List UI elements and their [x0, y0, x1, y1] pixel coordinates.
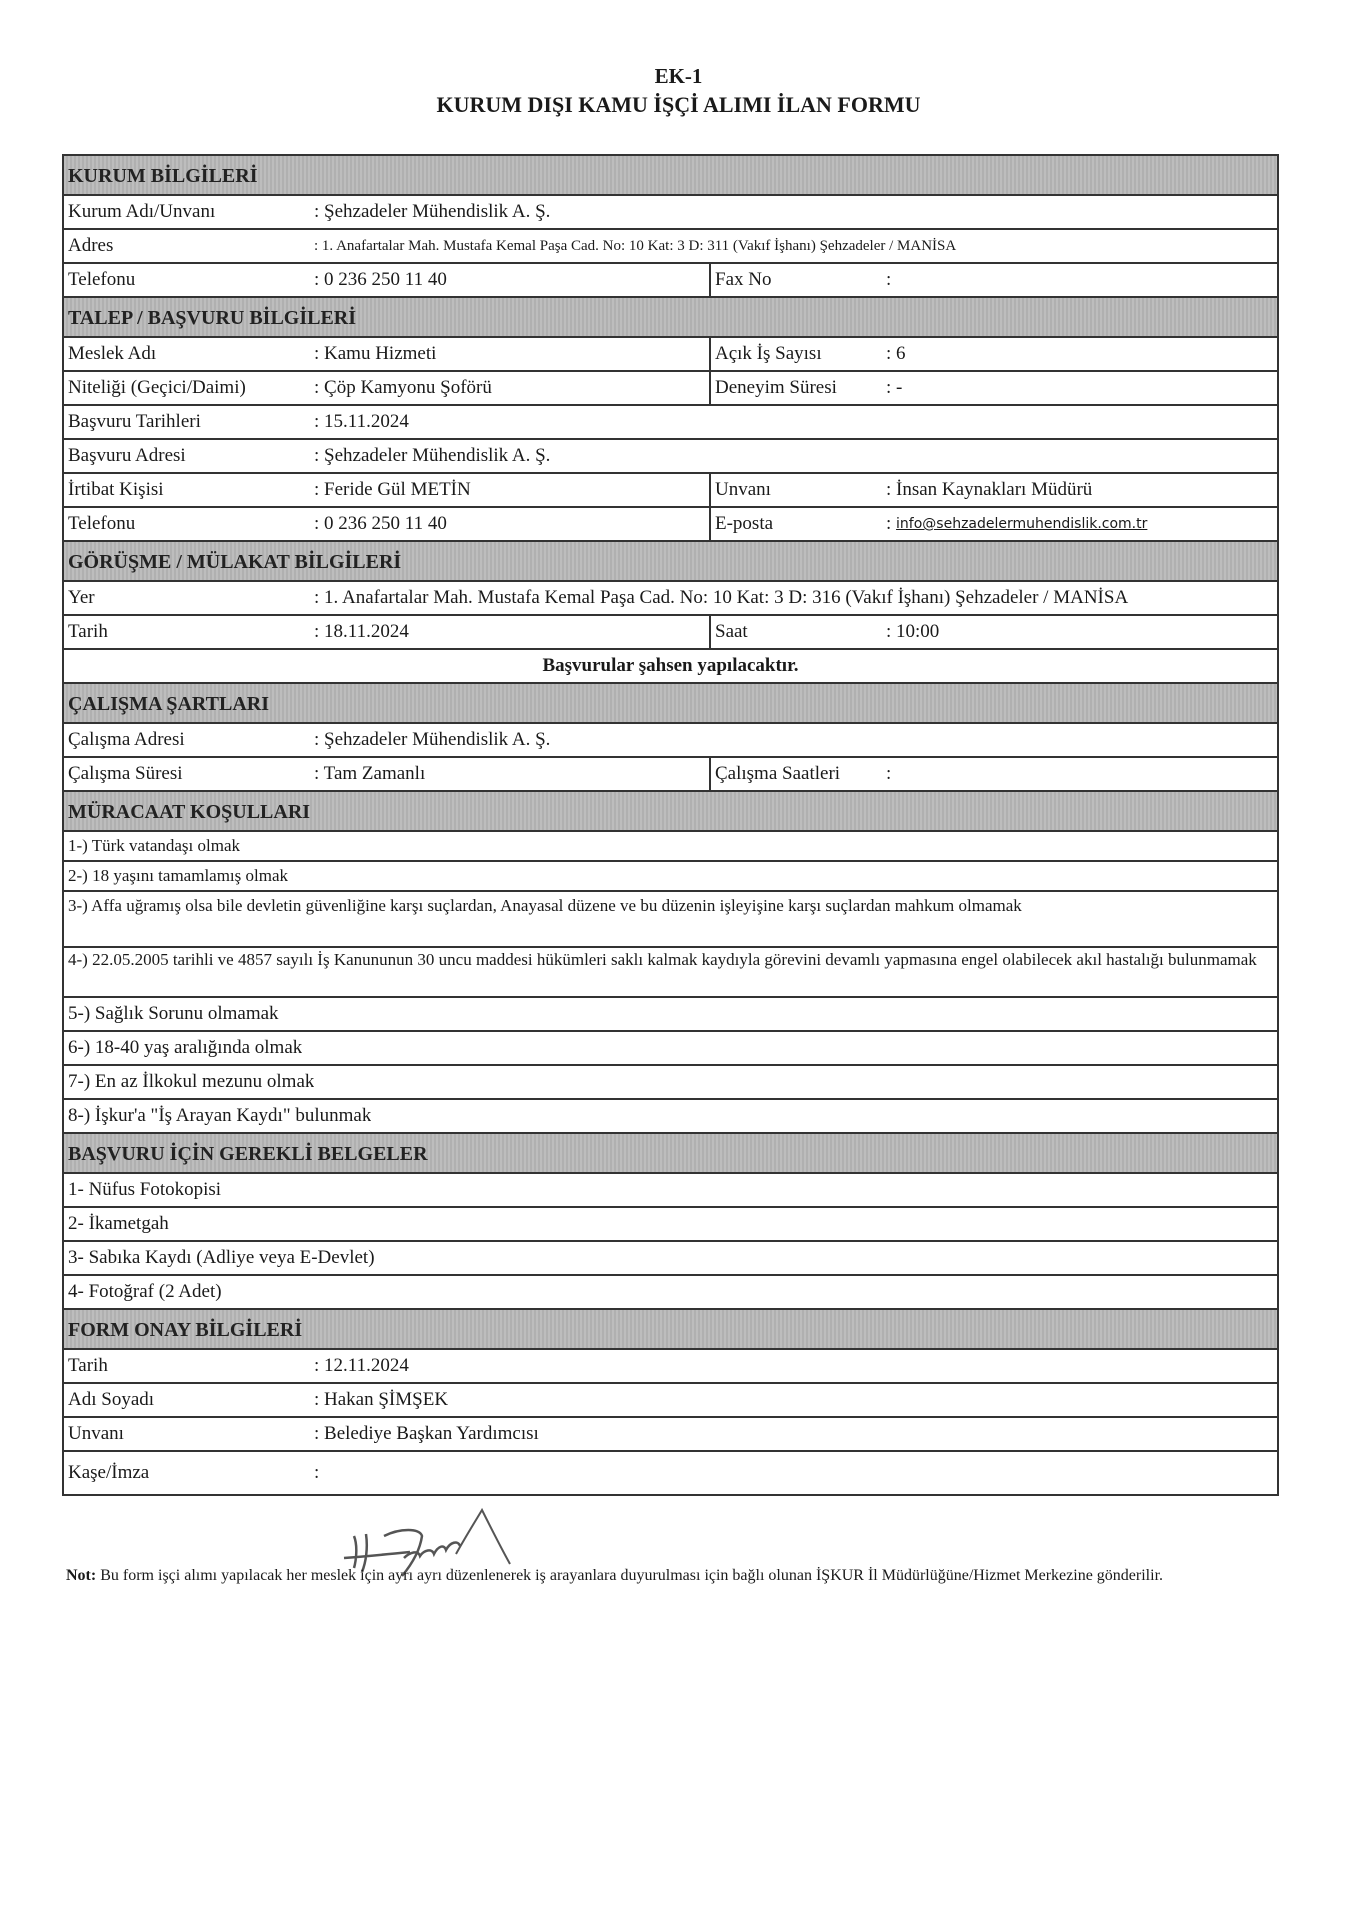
row-basvuru-adres	[64, 440, 1277, 474]
document-item: 2- İkametgah	[64, 1208, 1277, 1242]
value: : İnsan Kaynakları Müdürü	[886, 479, 1093, 500]
label: Tarih	[68, 1355, 108, 1376]
row-notice	[64, 650, 1277, 684]
row-basvuru-tarih	[64, 406, 1277, 440]
row-onay-unvan	[64, 1418, 1277, 1452]
label: Niteliği (Geçici/Daimi)	[68, 377, 246, 398]
value: : 12.11.2024	[314, 1355, 409, 1376]
value: : Belediye Başkan Yardımcısı	[314, 1423, 539, 1444]
condition-item: 4-) 22.05.2005 tarihli ve 4857 sayılı İş Kanununun 30 uncu maddesi hükümleri saklı kalmak kaydıyla görevini devamlı yapmasına engel olabilecek akıl hastalığı bulunmamak	[64, 948, 1277, 998]
label: İrtibat Kişisi	[68, 479, 164, 500]
value: : Çöp Kamyonu Şoförü	[314, 377, 492, 398]
footnote	[66, 1564, 1266, 1588]
row-kurum-address	[64, 230, 1277, 264]
value: : Kamu Hizmeti	[314, 343, 437, 364]
condition-item: 6-) 18-40 yaş aralığında olmak	[64, 1032, 1277, 1066]
label: Telefonu	[68, 269, 136, 290]
value: : 1. Anafartalar Mah. Mustafa Kemal Paşa Cad. No: 10 Kat: 3 D: 311 (Vakıf İşhanı) Şehzadeler / MANİSA	[314, 237, 957, 254]
condition-item: 7-) En az İlkokul mezunu olmak	[64, 1066, 1277, 1100]
value: : 0 236 250 11 40	[314, 513, 447, 534]
document-item: 4- Fotoğraf (2 Adet)	[64, 1276, 1277, 1310]
colon: :	[886, 513, 892, 534]
label: Adı Soyadı	[68, 1389, 155, 1410]
value: :	[886, 763, 892, 784]
label: Tarih	[68, 621, 108, 642]
label: Saat	[715, 621, 748, 642]
value	[886, 508, 1277, 540]
label: Kaşe/İmza	[68, 1462, 150, 1483]
condition-item: 3-) Affa uğramış olsa bile devletin güvenliğine karşı suçlardan, Anayasal düzene ve bu düzenin işleyişine karşı suçlardan mahkum olmamak	[64, 892, 1277, 948]
value: : 15.11.2024	[314, 411, 409, 432]
row-yer	[64, 582, 1277, 616]
label: Fax No	[715, 269, 772, 290]
note-text: Bu form işçi alımı yapılacak her meslek için ayrı ayrı düzenlenerek iş arayanlara duyurulması için bağlı olunan İŞKUR İl Müdürlüğüne/Hizmet Merkezine gönderilir.	[96, 1567, 1164, 1584]
section-header-belgeler: BAŞVURU İÇİN GEREKLİ BELGELER	[64, 1134, 1277, 1174]
row-nitelik	[64, 372, 1277, 406]
label: Unvanı	[68, 1423, 124, 1444]
value: : 1. Anafartalar Mah. Mustafa Kemal Paşa Cad. No: 10 Kat: 3 D: 316 (Vakıf İşhanı) Şehzadeler / MANİSA	[314, 587, 1129, 608]
label: Yer	[68, 587, 95, 608]
label: Meslek Adı	[68, 343, 157, 364]
value: : 6	[886, 343, 906, 364]
value: : -	[886, 377, 903, 398]
value: : Tam Zamanlı	[314, 763, 426, 784]
condition-item: 2-) 18 yaşını tamamlamış olmak	[64, 862, 1277, 892]
label: Kurum Adı/Unvanı	[68, 201, 216, 222]
row-irtibat	[64, 474, 1277, 508]
row-talep-telefon	[64, 508, 1277, 542]
row-meslek	[64, 338, 1277, 372]
label: Deneyim Süresi	[715, 377, 837, 398]
notice-text: Başvurular şahsen yapılacaktır.	[542, 655, 799, 676]
email-link[interactable]: info@sehzadelermuhendislik.com.tr	[896, 516, 1148, 532]
document-item: 1- Nüfus Fotokopisi	[64, 1174, 1277, 1208]
section-header-muracaat: MÜRACAAT KOŞULLARI	[64, 792, 1277, 832]
document-item: 3- Sabıka Kaydı (Adliye veya E-Devlet)	[64, 1242, 1277, 1276]
label: Başvuru Adresi	[68, 445, 186, 466]
section-header-gorusme: GÖRÜŞME / MÜLAKAT BİLGİLERİ	[64, 542, 1277, 582]
row-kurum-name	[64, 196, 1277, 230]
value: : 0 236 250 11 40	[314, 269, 447, 290]
label: Telefonu	[68, 513, 136, 534]
label: Başvuru Tarihleri	[68, 411, 201, 432]
condition-item: 5-) Sağlık Sorunu olmamak	[64, 998, 1277, 1032]
section-header-talep: TALEP / BAŞVURU BİLGİLERİ	[64, 298, 1277, 338]
label: Açık İş Sayısı	[715, 343, 822, 364]
label: Çalışma Adresi	[68, 729, 185, 750]
value: : Şehzadeler Mühendislik A. Ş.	[314, 201, 551, 222]
row-gorusme-tarih	[64, 616, 1277, 650]
condition-item: 8-) İşkur'a "İş Arayan Kaydı" bulunmak	[64, 1100, 1277, 1134]
document-title: KURUM DIŞI KAMU İŞÇİ ALIMI İLAN FORMU	[436, 92, 921, 117]
section-header-kurum: KURUM BİLGİLERİ	[64, 156, 1277, 196]
section-header-calisma: ÇALIŞMA ŞARTLARI	[64, 684, 1277, 724]
value: : 18.11.2024	[314, 621, 409, 642]
document-header	[0, 62, 1357, 120]
label: Adres	[68, 235, 114, 256]
row-calisma-adres	[64, 724, 1277, 758]
label: Çalışma Süresi	[68, 763, 183, 784]
announcement-form	[62, 154, 1279, 1496]
value: : Şehzadeler Mühendislik A. Ş.	[314, 445, 551, 466]
row-kurum-phone	[64, 264, 1277, 298]
value: : Feride Gül METİN	[314, 479, 471, 500]
value: : Hakan ŞİMŞEK	[314, 1389, 449, 1410]
condition-item: 1-) Türk vatandaşı olmak	[64, 832, 1277, 862]
value: : Şehzadeler Mühendislik A. Ş.	[314, 729, 551, 750]
row-onay-tarih	[64, 1350, 1277, 1384]
value: :	[314, 1462, 320, 1483]
value: :	[886, 269, 892, 290]
label: Çalışma Saatleri	[715, 763, 841, 784]
label: Unvanı	[715, 479, 771, 500]
row-onay-imza	[64, 1452, 1277, 1494]
note-prefix: Not:	[66, 1567, 97, 1584]
section-header-onay: FORM ONAY BİLGİLERİ	[64, 1310, 1277, 1350]
annex-label: EK-1	[654, 64, 703, 88]
value: : 10:00	[886, 621, 940, 642]
label: E-posta	[715, 513, 774, 534]
row-calisma-sure	[64, 758, 1277, 792]
row-onay-ad	[64, 1384, 1277, 1418]
